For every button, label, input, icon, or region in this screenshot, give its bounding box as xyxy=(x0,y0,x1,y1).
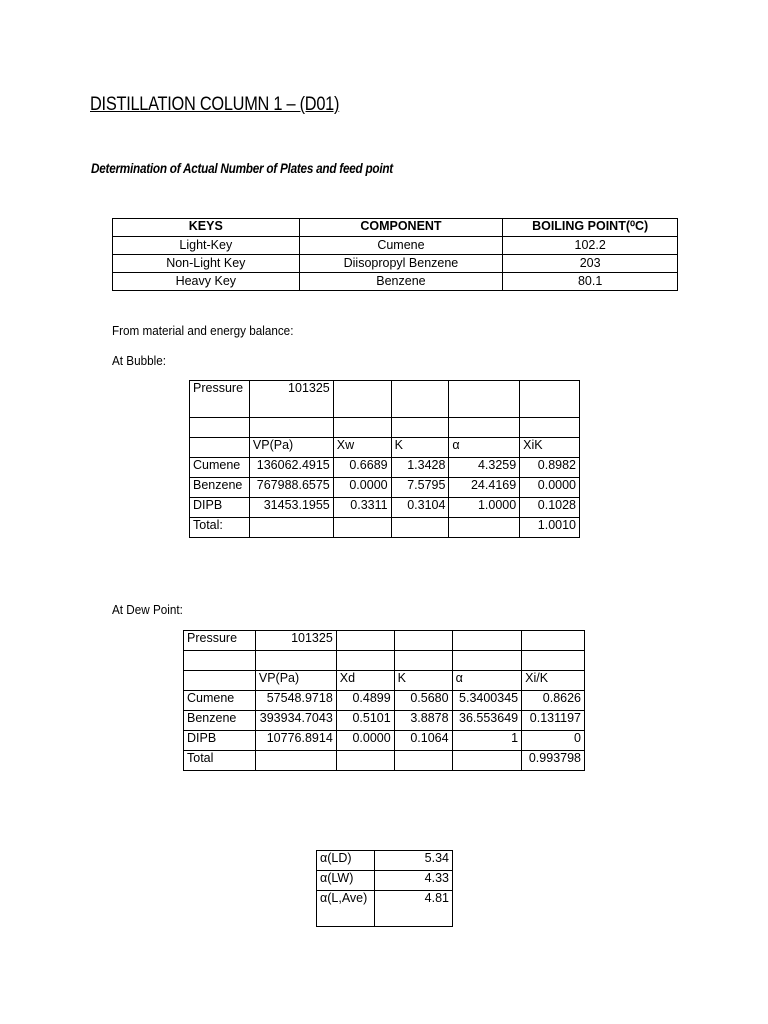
cell: Light-Key xyxy=(113,237,300,255)
total-value: 1.0010 xyxy=(520,518,580,538)
table-row xyxy=(190,498,580,518)
header-xw: Xw xyxy=(333,438,391,458)
material-balance-text: From material and energy balance: xyxy=(112,323,294,338)
cell: 767988.6575 xyxy=(249,478,333,498)
header-alpha: α xyxy=(449,438,520,458)
header-keys: KEYS xyxy=(113,219,300,237)
pressure-value: 101325 xyxy=(255,631,336,651)
cell: Cumene xyxy=(184,691,256,711)
dew-point-table xyxy=(183,630,585,771)
cell: Benzene xyxy=(190,478,250,498)
cell: 10776.8914 xyxy=(255,731,336,751)
pressure-label: Pressure xyxy=(190,381,250,418)
header-boiling-point: BOILING POINT(⁰C) xyxy=(503,219,678,237)
bubble-point-table xyxy=(189,380,580,538)
cell: Cumene xyxy=(299,237,503,255)
table-row xyxy=(317,851,453,871)
table-row xyxy=(317,891,453,927)
table-row xyxy=(113,255,678,273)
cell: Heavy Key xyxy=(113,273,300,291)
cell: α(LW) xyxy=(317,871,375,891)
keys-table xyxy=(112,218,678,291)
cell: Benzene xyxy=(299,273,503,291)
cell: α(L,Ave) xyxy=(317,891,375,927)
cell: Cumene xyxy=(190,458,250,478)
header-xi-k: Xi/K xyxy=(522,671,585,691)
cell: 5.34 xyxy=(374,851,452,871)
cell: 24.4169 xyxy=(449,478,520,498)
table-row xyxy=(317,871,453,891)
cell: 4.3259 xyxy=(449,458,520,478)
cell: 5.3400345 xyxy=(452,691,522,711)
cell: 7.5795 xyxy=(391,478,449,498)
cell: Benzene xyxy=(184,711,256,731)
cell: 0.8626 xyxy=(522,691,585,711)
cell: 0.3311 xyxy=(333,498,391,518)
cell: 203 xyxy=(503,255,678,273)
header-vp: VP(Pa) xyxy=(255,671,336,691)
cell: 0.1028 xyxy=(520,498,580,518)
alpha-table xyxy=(316,850,453,927)
cell: 80.1 xyxy=(503,273,678,291)
table-row xyxy=(113,273,678,291)
cell: 31453.1955 xyxy=(249,498,333,518)
cell: 393934.7043 xyxy=(255,711,336,731)
cell: 0.5680 xyxy=(394,691,452,711)
cell: 36.553649 xyxy=(452,711,522,731)
cell: 3.8878 xyxy=(394,711,452,731)
cell: 4.81 xyxy=(374,891,452,927)
cell: α(LD) xyxy=(317,851,375,871)
cell: 57548.9718 xyxy=(255,691,336,711)
at-bubble-text: At Bubble: xyxy=(112,353,166,368)
cell: 4.33 xyxy=(374,871,452,891)
cell: 0.131197 xyxy=(522,711,585,731)
cell: 0.0000 xyxy=(336,731,394,751)
cell: Diisopropyl Benzene xyxy=(299,255,503,273)
header-k: K xyxy=(394,671,452,691)
pressure-label: Pressure xyxy=(184,631,256,651)
header-vp: VP(Pa) xyxy=(249,438,333,458)
cell: 1.0000 xyxy=(449,498,520,518)
table-row xyxy=(190,458,580,478)
table-row xyxy=(190,478,580,498)
header-component: COMPONENT xyxy=(299,219,503,237)
at-dew-text: At Dew Point: xyxy=(112,602,183,617)
total-value: 0.993798 xyxy=(522,751,585,771)
cell: 136062.4915 xyxy=(249,458,333,478)
cell: 0.1064 xyxy=(394,731,452,751)
page-title: DISTILLATION COLUMN 1 – (D01) xyxy=(90,94,340,115)
cell: 0.3104 xyxy=(391,498,449,518)
cell: 1.3428 xyxy=(391,458,449,478)
pressure-value: 101325 xyxy=(249,381,333,418)
cell: 102.2 xyxy=(503,237,678,255)
cell: 0.6689 xyxy=(333,458,391,478)
cell: 0.0000 xyxy=(520,478,580,498)
header-alpha: α xyxy=(452,671,522,691)
cell: 1 xyxy=(452,731,522,751)
cell: DIPB xyxy=(184,731,256,751)
cell: DIPB xyxy=(190,498,250,518)
header-xd: Xd xyxy=(336,671,394,691)
table-row xyxy=(184,711,585,731)
header-xik: XiK xyxy=(520,438,580,458)
table-row xyxy=(184,691,585,711)
total-label: Total xyxy=(184,751,256,771)
total-label: Total: xyxy=(190,518,250,538)
header-k: K xyxy=(391,438,449,458)
section-subtitle: Determination of Actual Number of Plates and feed point xyxy=(91,160,393,176)
cell: 0.5101 xyxy=(336,711,394,731)
cell: 0.4899 xyxy=(336,691,394,711)
cell: Non-Light Key xyxy=(113,255,300,273)
table-row xyxy=(184,731,585,751)
cell: 0.8982 xyxy=(520,458,580,478)
cell: 0 xyxy=(522,731,585,751)
cell: 0.0000 xyxy=(333,478,391,498)
table-row xyxy=(113,237,678,255)
